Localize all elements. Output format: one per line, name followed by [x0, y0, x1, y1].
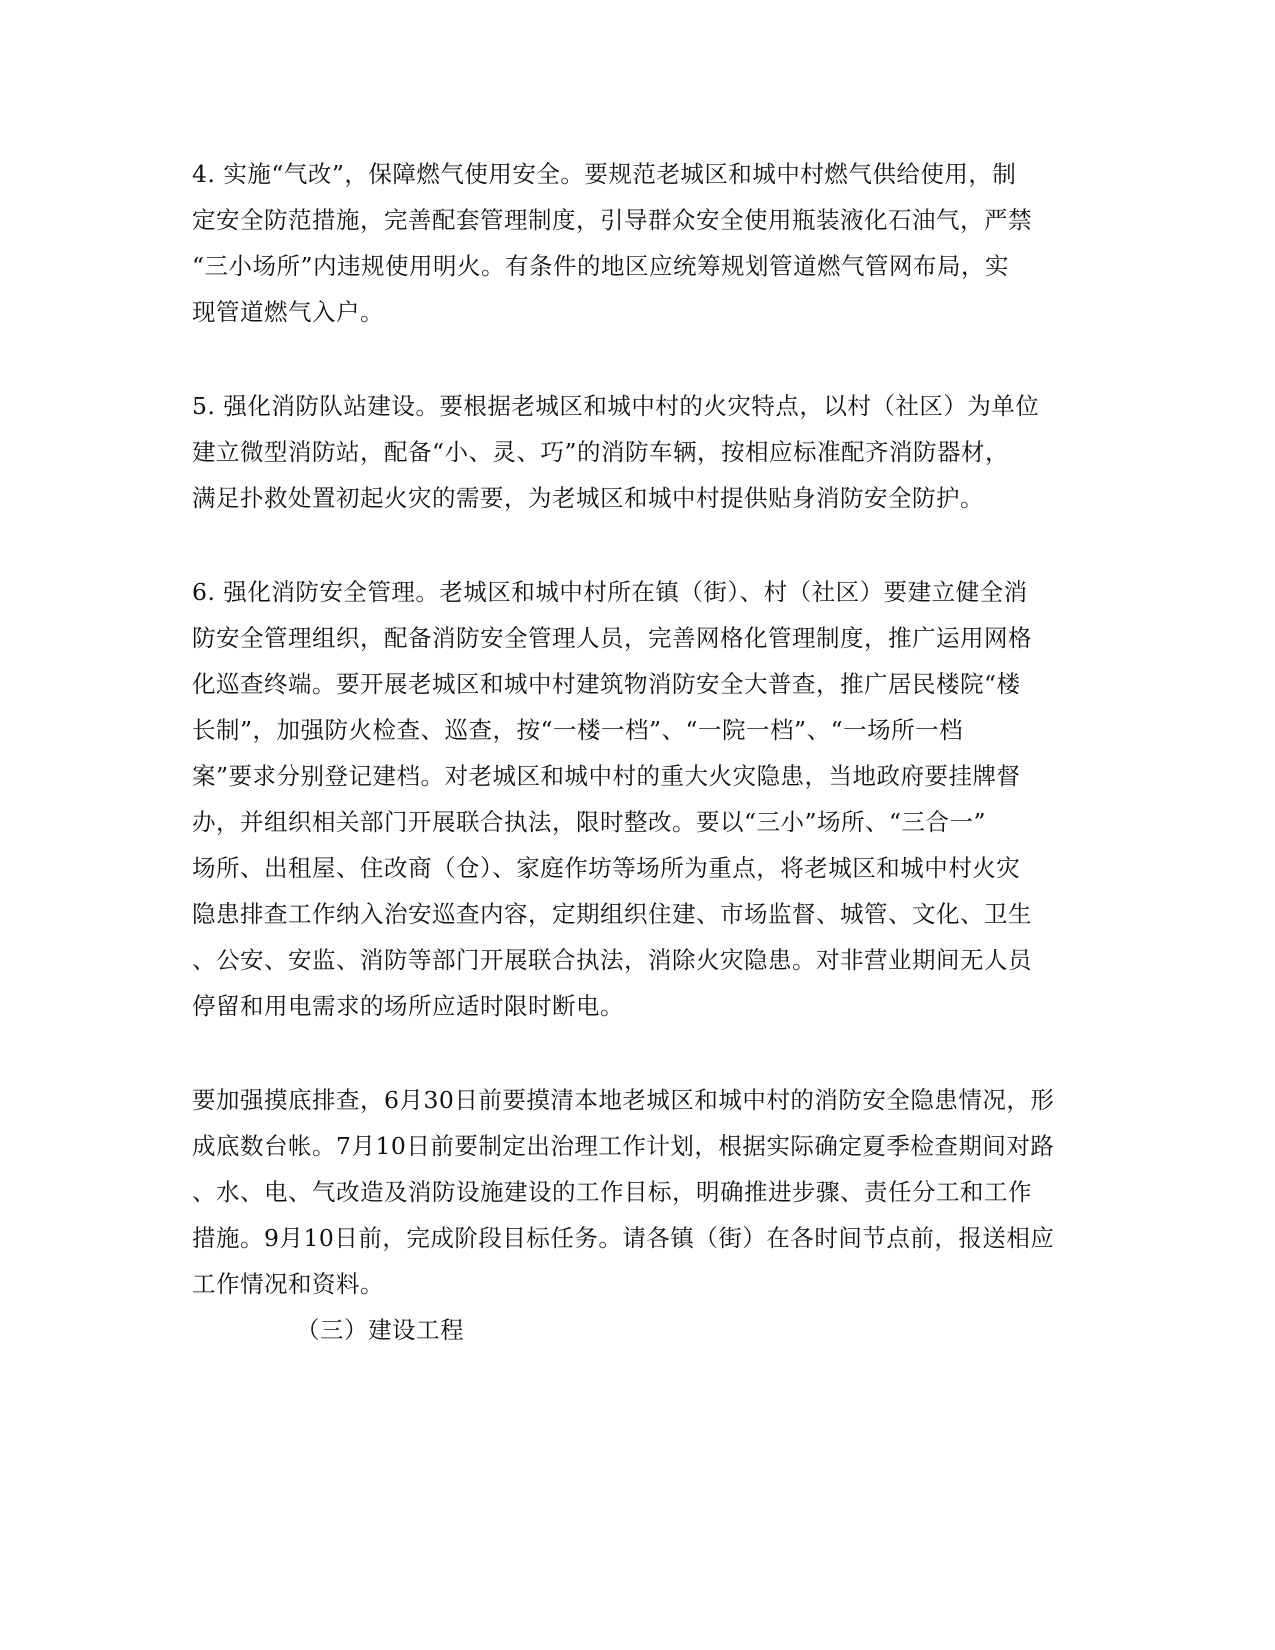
section-heading: （三）建设工程: [296, 1316, 464, 1344]
text-line: 建立微型消防站，配备“小、灵、巧”的消防车辆，按相应标准配齐消防器材，: [192, 438, 1010, 466]
text-line: 、公安、安监、消防等部门开展联合执法，消除火灾隐患。对非营业期间无人员: [192, 946, 1032, 974]
text-line: 4. 实施“气改”，保障燃气使用安全。要规范老城区和城中村燃气供给使用，制: [192, 160, 1017, 188]
text-line: 工作情况和资料。: [192, 1270, 384, 1298]
text-line: 防安全管理组织，配备消防安全管理人员，完善网格化管理制度，推广运用网格: [192, 624, 1032, 652]
text-line: 长制”，加强防火检查、巡查，按“一楼一档”、“一院一档”、“一场所一档: [192, 716, 964, 744]
text-line: 案”要求分别登记建档。对老城区和城中村的重大火灾隐患，当地政府要挂牌督: [192, 762, 1021, 790]
text-line: 要加强摸底排查，6月30日前要摸清本地老城区和城中村的消防安全隐患情况，形: [192, 1086, 1055, 1114]
text-line: 隐患排查工作纳入治安巡查内容，定期组织住建、市场监督、城管、文化、卫生: [192, 900, 1032, 928]
text-line: 定安全防范措施，完善配套管理制度，引导群众安全使用瓶装液化石油气，严禁: [192, 206, 1032, 234]
text-line: 6. 强化消防安全管理。老城区和城中村所在镇（街）、村（社区）要建立健全消: [192, 578, 1028, 606]
text-line: 停留和用电需求的场所应适时限时断电。: [192, 992, 624, 1020]
text-line: “三小场所”内违规使用明火。有条件的地区应统筹规划管道燃气管网布局，实: [192, 252, 1010, 280]
text-line: 化巡查终端。要开展老城区和城中村建筑物消防安全大普查，推广居民楼院“楼: [192, 670, 1021, 698]
text-line: 、水、电、气改造及消防设施建设的工作目标，明确推进步骤、责任分工和工作: [192, 1178, 1032, 1206]
text-line: 成底数台帐。7月10日前要制定出治理工作计划，根据实际确定夏季检查期间对路: [192, 1132, 1055, 1160]
text-line: 5. 强化消防队站建设。要根据老城区和城中村的火灾特点，以村（社区）为单位: [192, 392, 1040, 420]
text-line: 措施。9月10日前，完成阶段目标任务。请各镇（街）在各时间节点前，报送相应: [192, 1224, 1055, 1252]
text-line: 现管道燃气入户。: [192, 298, 384, 326]
text-line: 办，并组织相关部门开展联合执法，限时整改。要以“三小”场所、“三合一”: [192, 808, 987, 836]
text-line: 满足扑救处置初起火灾的需要，为老城区和城中村提供贴身消防安全防护。: [192, 484, 984, 512]
text-line: 场所、出租屋、住改商（仓）、家庭作坊等场所为重点，将老城区和城中村火灾: [192, 854, 1021, 882]
